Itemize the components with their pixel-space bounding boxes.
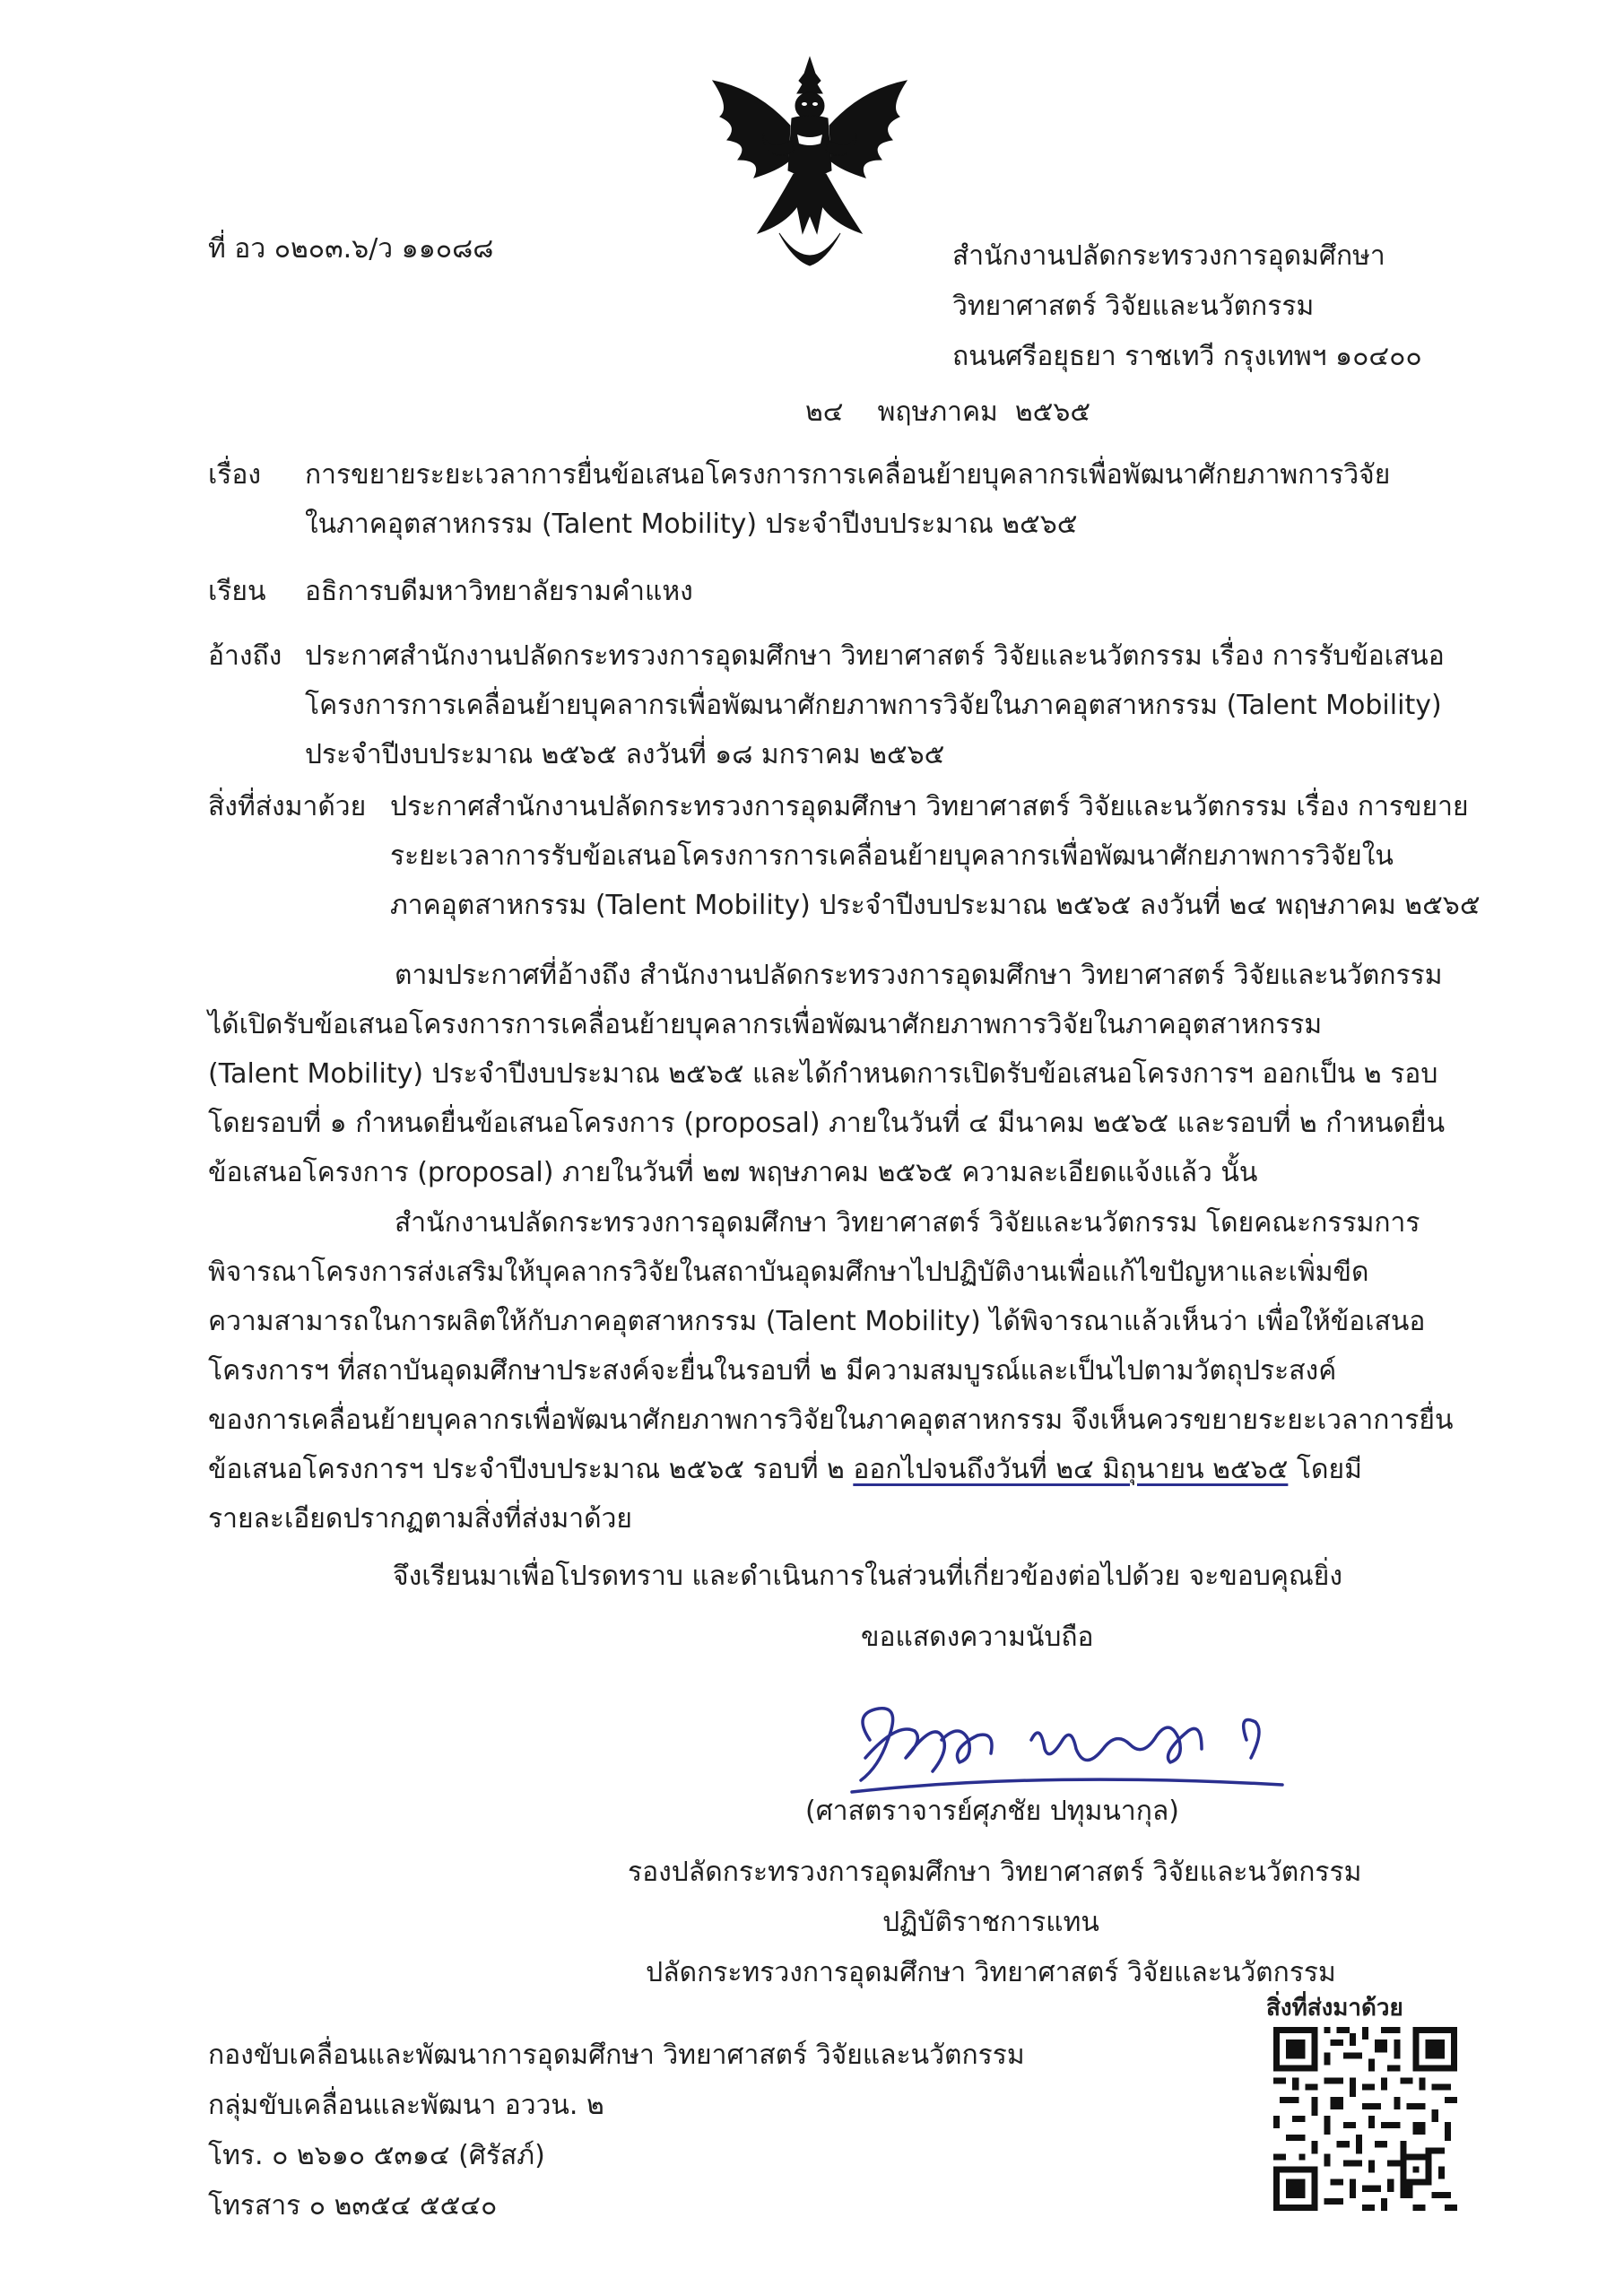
contact-footer xyxy=(208,2031,1025,2231)
salutation-label: เรียน xyxy=(208,576,266,607)
position-line: ปฏิบัติราชการแทน xyxy=(882,1907,1099,1938)
reference-line: ประจำปีงบประมาณ ๒๕๖๕ ลงวันที่ ๑๘ มกราคม ๒๕๖๕ xyxy=(305,739,945,770)
subject-label: เรื่อง xyxy=(208,459,262,491)
subject-text xyxy=(305,450,1390,549)
qr-code-icon xyxy=(1273,2027,1457,2211)
position-line: รองปลัดกระทรวงการอุดมศึกษา วิทยาศาสตร์ วิจัยและนวัตกรรม xyxy=(628,1857,1362,1888)
footer-group: กลุ่มขับเคลื่อนและพัฒนา อววน. ๒ xyxy=(208,2090,604,2121)
footer-fax: โทรสาร ๐ ๒๓๕๔ ๕๕๔๐ xyxy=(208,2190,498,2222)
subject-line: การขยายระยะเวลาการยื่นข้อเสนอโครงการการเคลื่อนย้ายบุคลากรเพื่อพัฒนาศักยภาพการวิจัย xyxy=(305,459,1391,491)
paragraph-line: โครงการฯ ที่สถาบันอุดมศึกษาประสงค์จะยื่นในรอบที่ ๒ มีความสมบูรณ์และเป็นไปตามวัตถุประสงค์ xyxy=(208,1355,1337,1387)
signatory-name: (ศาสตราจารย์ศุภชัย ปทุมนากุล) xyxy=(805,1796,1179,1827)
paragraph-text: ข้อเสนอโครงการฯ ประจำปีงบประมาณ ๒๕๖๕ รอบที่ ๒ xyxy=(208,1454,854,1485)
office-line: ถนนศรีอยุธยา ราชเทวี กรุงเทพฯ ๑๐๔๐๐ xyxy=(952,341,1422,372)
body-paragraph-1 xyxy=(208,951,1445,1197)
paragraph-line: ตามประกาศที่อ้างถึง สำนักงานปลัดกระทรวงการอุดมศึกษา วิทยาศาสตร์ วิจัยและนวัตกรรม xyxy=(395,960,1443,991)
signatory-position xyxy=(628,1848,1362,1998)
letter-date: ๒๔ พฤษภาคม ๒๕๖๕ xyxy=(805,396,1091,428)
paragraph-line: ความสามารถในการผลิตให้กับภาคอุตสาหกรรม (Talent Mobility) ได้พิจารณาแล้วเห็นว่า เพื่อให้ข้อเสนอ xyxy=(208,1306,1426,1337)
footer-department: กองขับเคลื่อนและพัฒนาการอุดมศึกษา วิทยาศาสตร์ วิจัยและนวัตกรรม xyxy=(208,2039,1025,2071)
reference-line: โครงการการเคลื่อนย้ายบุคลากรเพื่อพัฒนาศักยภาพการวิจัยในภาคอุตสาหกรรม (Talent Mobility) xyxy=(305,690,1442,721)
paragraph-line: ข้อเสนอโครงการ (proposal) ภายในวันที่ ๒๗ พฤษภาคม ๒๕๖๕ ความละเอียดแจ้งแล้ว นั้น xyxy=(208,1157,1258,1188)
paragraph-line: สำนักงานปลัดกระทรวงการอุดมศึกษา วิทยาศาสตร์ วิจัยและนวัตกรรม โดยคณะกรรมการ xyxy=(395,1207,1420,1239)
paragraph-line: (Talent Mobility) ประจำปีงบประมาณ ๒๕๖๕ และได้กำหนดการเปิดรับข้อเสนอโครงการฯ ออกเป็น ๒ รอบ xyxy=(208,1058,1438,1090)
enclosure-text xyxy=(390,782,1481,930)
office-line: วิทยาศาสตร์ วิจัยและนวัตกรรม xyxy=(952,291,1315,322)
reference-line: ประกาศสำนักงานปลัดกระทรวงการอุดมศึกษา วิทยาศาสตร์ วิจัยและนวัตกรรม เรื่อง การรับข้อเสนอ xyxy=(305,640,1445,672)
reference-number: ที่ อว ๐๒๐๓.๖/ว ๑๑๐๘๘ xyxy=(208,233,494,265)
paragraph-line: รายละเอียดปรากฏตามสิ่งที่ส่งมาด้วย xyxy=(208,1503,632,1535)
signature-icon xyxy=(816,1686,1318,1803)
reference-text xyxy=(305,631,1445,779)
paragraph-text: โดยมี xyxy=(1288,1454,1362,1485)
enclosure-line: ระยะเวลาการรับข้อเสนอโครงการการเคลื่อนย้ายบุคลากรเพื่อพัฒนาศักยภาพการวิจัยใน xyxy=(390,840,1394,872)
paragraph-line: ของการเคลื่อนย้ายบุคลากรเพื่อพัฒนาศักยภาพการวิจัยในภาคอุตสาหกรรม จึงเห็นควรขยายระยะเวลาการยื่น xyxy=(208,1405,1454,1436)
office-line: สำนักงานปลัดกระทรวงการอุดมศึกษา xyxy=(952,240,1385,272)
issuing-office xyxy=(952,231,1422,382)
body-paragraph-2 xyxy=(208,1198,1453,1544)
subject-line: ในภาคอุตสาหกรรม (Talent Mobility) ประจำปีงบประมาณ ๒๕๖๕ xyxy=(305,509,1078,540)
paragraph-line: ได้เปิดรับข้อเสนอโครงการการเคลื่อนย้ายบุคลากรเพื่อพัฒนาศักยภาพการวิจัยในภาคอุตสาหกรรม xyxy=(208,1009,1323,1040)
paragraph-line xyxy=(208,1445,1453,1494)
position-line: ปลัดกระทรวงการอุดมศึกษา วิทยาศาสตร์ วิจัยและนวัตกรรม xyxy=(646,1957,1336,1988)
enclosure-label: สิ่งที่ส่งมาด้วย xyxy=(208,791,367,822)
reference-label: อ้างถึง xyxy=(208,640,282,672)
regards: ขอแสดงความนับถือ xyxy=(861,1622,1094,1653)
qr-caption: สิ่งที่ส่งมาด้วย xyxy=(1266,1995,1403,2022)
enclosure-line: ภาคอุตสาหกรรม (Talent Mobility) ประจำปีงบประมาณ ๒๕๖๕ ลงวันที่ ๒๔ พฤษภาคม ๒๕๖๕ xyxy=(390,890,1481,921)
paragraph-line: พิจารณาโครงการส่งเสริมให้บุคลากรวิจัยในสถาบันอุดมศึกษาไปปฏิบัติงานเพื่อแก้ไขปัญหาและเพิ่มขีด xyxy=(208,1257,1369,1288)
closing-request: จึงเรียนมาเพื่อโปรดทราบ และดำเนินการในส่วนที่เกี่ยวข้องต่อไปด้วย จะขอบคุณยิ่ง xyxy=(393,1561,1343,1592)
extended-deadline: ออกไปจนถึงวันที่ ๒๔ มิถุนายน ๒๕๖๕ xyxy=(853,1454,1289,1485)
footer-phone: โทร. ๐ ๒๖๑๐ ๕๓๑๔ (ศิรัสภ์) xyxy=(208,2140,545,2171)
paragraph-line: โดยรอบที่ ๑ กำหนดยื่นข้อเสนอโครงการ (proposal) ภายในวันที่ ๔ มีนาคม ๒๕๖๕ และรอบที่ ๒ กำหนดยื่น xyxy=(208,1108,1446,1139)
enclosure-line: ประกาศสำนักงานปลัดกระทรวงการอุดมศึกษา วิทยาศาสตร์ วิจัยและนวัตกรรม เรื่อง การขยาย xyxy=(390,791,1469,822)
recipient: อธิการบดีมหาวิทยาลัยรามคำแหง xyxy=(305,576,693,607)
garuda-emblem-icon xyxy=(704,54,916,278)
